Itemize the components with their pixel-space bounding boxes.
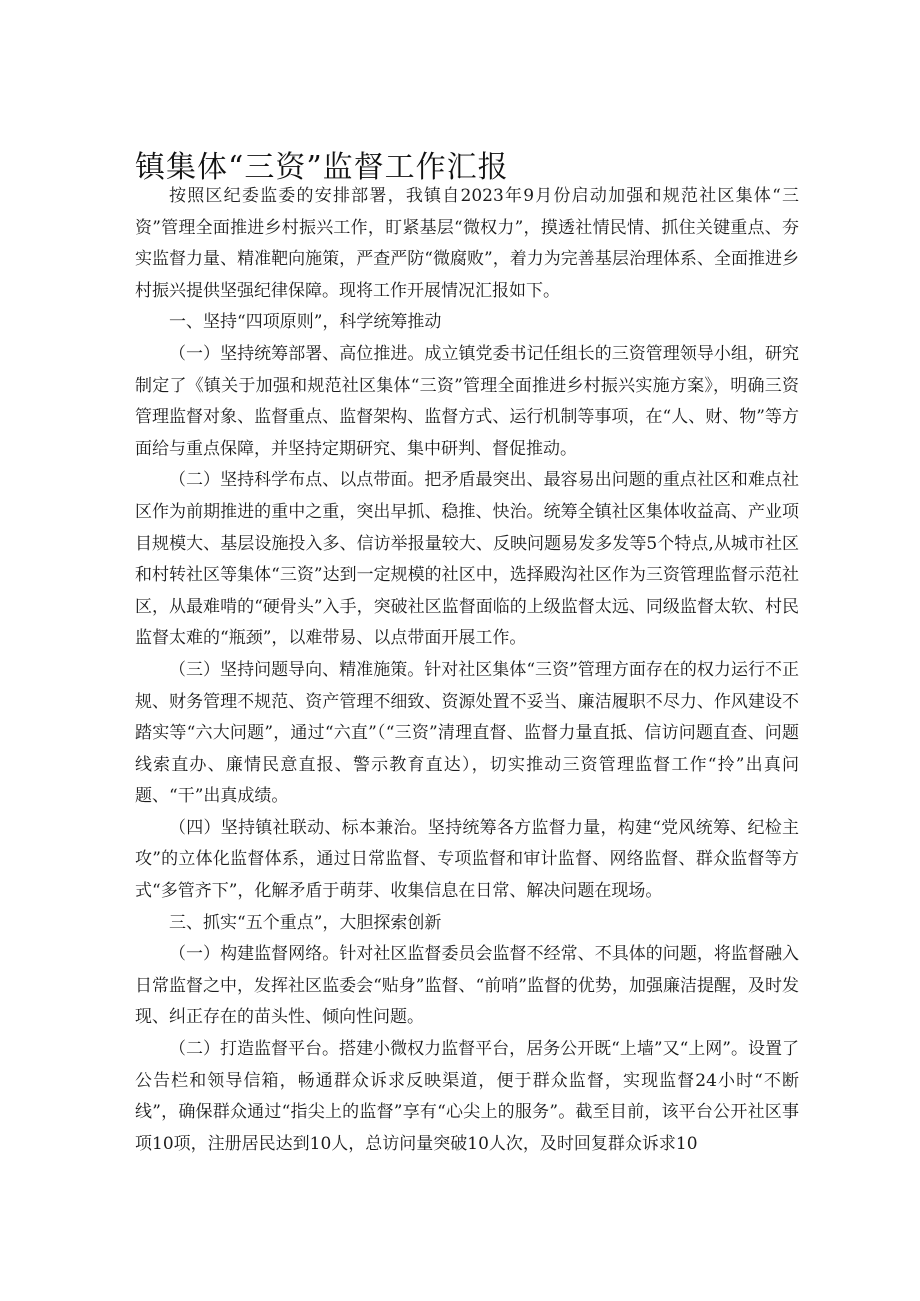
- paragraph-1-1: （一）坚持统筹部署、高位推进。成立镇党委书记任组长的三资管理领导小组，研究制定了《镇关于加强和规范社区集体“三资”管理全面推进乡村振兴实施方案》，明确三资管理监督对象、监督重点、监督架构、监督方式、运行机制等事项，在“人、财、物”等方面给与重点保障，并坚持定期研究、集中研判、督促推动。: [135, 343, 799, 459]
- paragraph-3-1: （一）构建监督网络。针对社区监督委员会监督不经常、不具体的问题，将监督融入日常监督之中，发挥社区监委会“贴身”监督、“前哨”监督的优势，加强廉洁提醒，及时发现、纠正存在的苗头性、倾向性问题。: [135, 944, 799, 1028]
- intro-paragraph: 按照区纪委监委的安排部署，我镇自2023年9月份启动加强和规范社区集体“三资”管理全面推进乡村振兴工作，盯紧基层“微权力”，摸透社情民情、抓住关键重点、夯实监督力量、精准靶向施策，严查严防“微腐败”，着力为完善基层治理体系、全面推进乡村振兴提供坚强纪律保障。现将工作开展情况汇报如下。: [135, 186, 799, 301]
- document-title: 镇集体“三资”监督工作汇报: [135, 150, 509, 186]
- paragraph-1-4: （四）坚持镇社联动、标本兼治。坚持统筹各方监督力量，构建“党风统筹、纪检主攻”的立体化监督体系，通过日常监督、专项监督和审计监督、网络监督、群众监督等方式“多管齐下”，化解矛盾于萌芽、收集信息在日常、解决问题在现场。: [135, 817, 799, 902]
- paragraph-1-3: （三）坚持问题导向、精准施策。针对社区集体“三资”管理方面存在的权力运行不正规、财务管理不规范、资产管理不细致、资源处置不妥当、廉洁履职不尽力、作风建设不踏实等“六大问题”，通过“六直”（“三资”清理直督、监督力量直抵、信访问题直查、问题线索直办、廉情民意直报、警示教育直达），切实推动三资管理监督工作“拎”出真问题、“干”出真成绩。: [135, 659, 799, 807]
- paragraph-3-2: （二）打造监督平台。搭建小微权力监督平台，居务公开既“上墙”又“上网”。设置了公告栏和领导信箱，畅通群众诉求反映渠道，便于群众监督，实现监督24小时“不断线”，确保群众通过“指尖上的监督”享有“心尖上的服务”。截至目前，该平台公开社区事项10项，注册居民达到10人，总访问量突破10人次，及时回复群众诉求10: [135, 1039, 799, 1154]
- section-heading-1: 一、坚持“四项原则”，科学统筹推动: [169, 312, 442, 333]
- section-heading-3: 三、抓实“五个重点”，大胆探索创新: [169, 912, 442, 933]
- paragraph-1-2: （二）坚持科学布点、以点带面。把矛盾最突出、最容易出问题的重点社区和难点社区作为前期推进的重中之重，突出早抓、稳推、快治。统筹全镇社区集体收益高、产业项目规模大、基层设施投入多、信访举报量较大、反映问题易发多发等5个特点,从城市社区和村转社区等集体“三资”达到一定规模的社区中，选择殿沟社区作为三资管理监督示范社区，从最难啃的“硬骨头”入手，突破社区监督面临的上级监督太远、同级监督太软、村民监督太难的“瓶颈”，以难带易、以点带面开展工作。: [135, 470, 799, 649]
- document-body: [135, 181, 799, 1160]
